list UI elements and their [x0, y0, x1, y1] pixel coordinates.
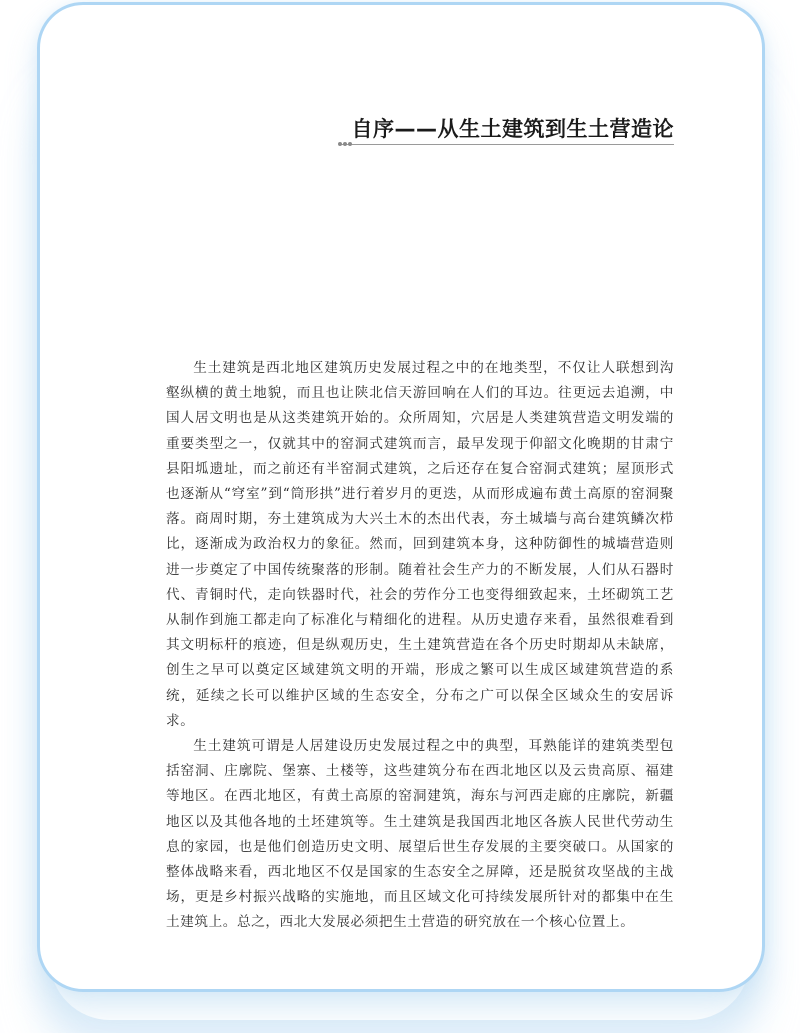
paragraph-2: 生土建筑可谓是人居建设历史发展过程之中的典型，耳熟能详的建筑类型包括窑洞、庄廓院、堡寨、土楼等，这些建筑分布在西北地区以及云贵高原、福建等地区。在西北地区，有黄土高原的窑洞建筑，海东与河西走廊的庄廓院，新疆地区以及其他各地的土坯建筑等。生土建筑是我国西北地区各族人民世代劳动生息的家园，也是他们创造历史文明、展望后世生存发展的主要突破口。从国家的整体战略来看，西北地区不仅是国家的生态安全之屏障，还是脱贫攻坚战的主战场，更是乡村振兴战略的实施地，而且区域文化可持续发展所针对的都集中在生土建筑上。总之，西北大发展必须把生土营造的研究放在一个核心位置上。: [166, 738, 674, 931]
title-ornament-dots: [338, 142, 352, 146]
body-text: [166, 356, 674, 936]
ornament-dot: [338, 142, 342, 146]
paragraph-1: 生土建筑是西北地区建筑历史发展过程之中的在地类型，不仅让人联想到沟壑纵横的黄土地貌，而且也让陕北信天游回响在人们的耳边。往更远去追溯，中国人居文明也是从这类建筑开始的。众所周知，穴居是人类建筑营造文明发端的重要类型之一，仅就其中的窑洞式建筑而言，最早发现于仰韶文化晚期的甘肃宁县阳坬遗址，而之前还有半窑洞式建筑，之后还存在复合窑洞式建筑；屋顶形式也逐渐从“穹室”到“筒形拱”进行着岁月的更迭，从而形成遍布黄土高原的窑洞聚落。商周时期，夯土建筑成为大兴土木的杰出代表，夯土城墙与高台建筑鳞次栉比，逐渐成为政治权力的象征。然而，回到建筑本身，这种防御性的城墙营造则进一步奠定了中国传统聚落的形制。随着社会生产力的不断发展，人们从石器时代、青铜时代，走向铁器时代，社会的劳作分工也变得细致起来，土坯砌筑工艺从制作到施工都走向了标准化与精细化的进程。从历史遗存来看，虽然很难看到其文明标杆的痕迹，但是纵观历史，生土建筑营造在各个历史时期却从未缺席，创生之早可以奠定区域建筑文明的开端，形成之繁可以生成区域建筑营造的系统，延续之长可以维护区域的生态安全，分布之广可以保全区域众生的安居诉求。: [166, 360, 674, 729]
page-title: 自序——从生土建筑到生土营造论: [351, 117, 674, 141]
ornament-dot: [343, 142, 347, 146]
title-divider: [340, 144, 674, 145]
ornament-dot: [348, 142, 352, 146]
